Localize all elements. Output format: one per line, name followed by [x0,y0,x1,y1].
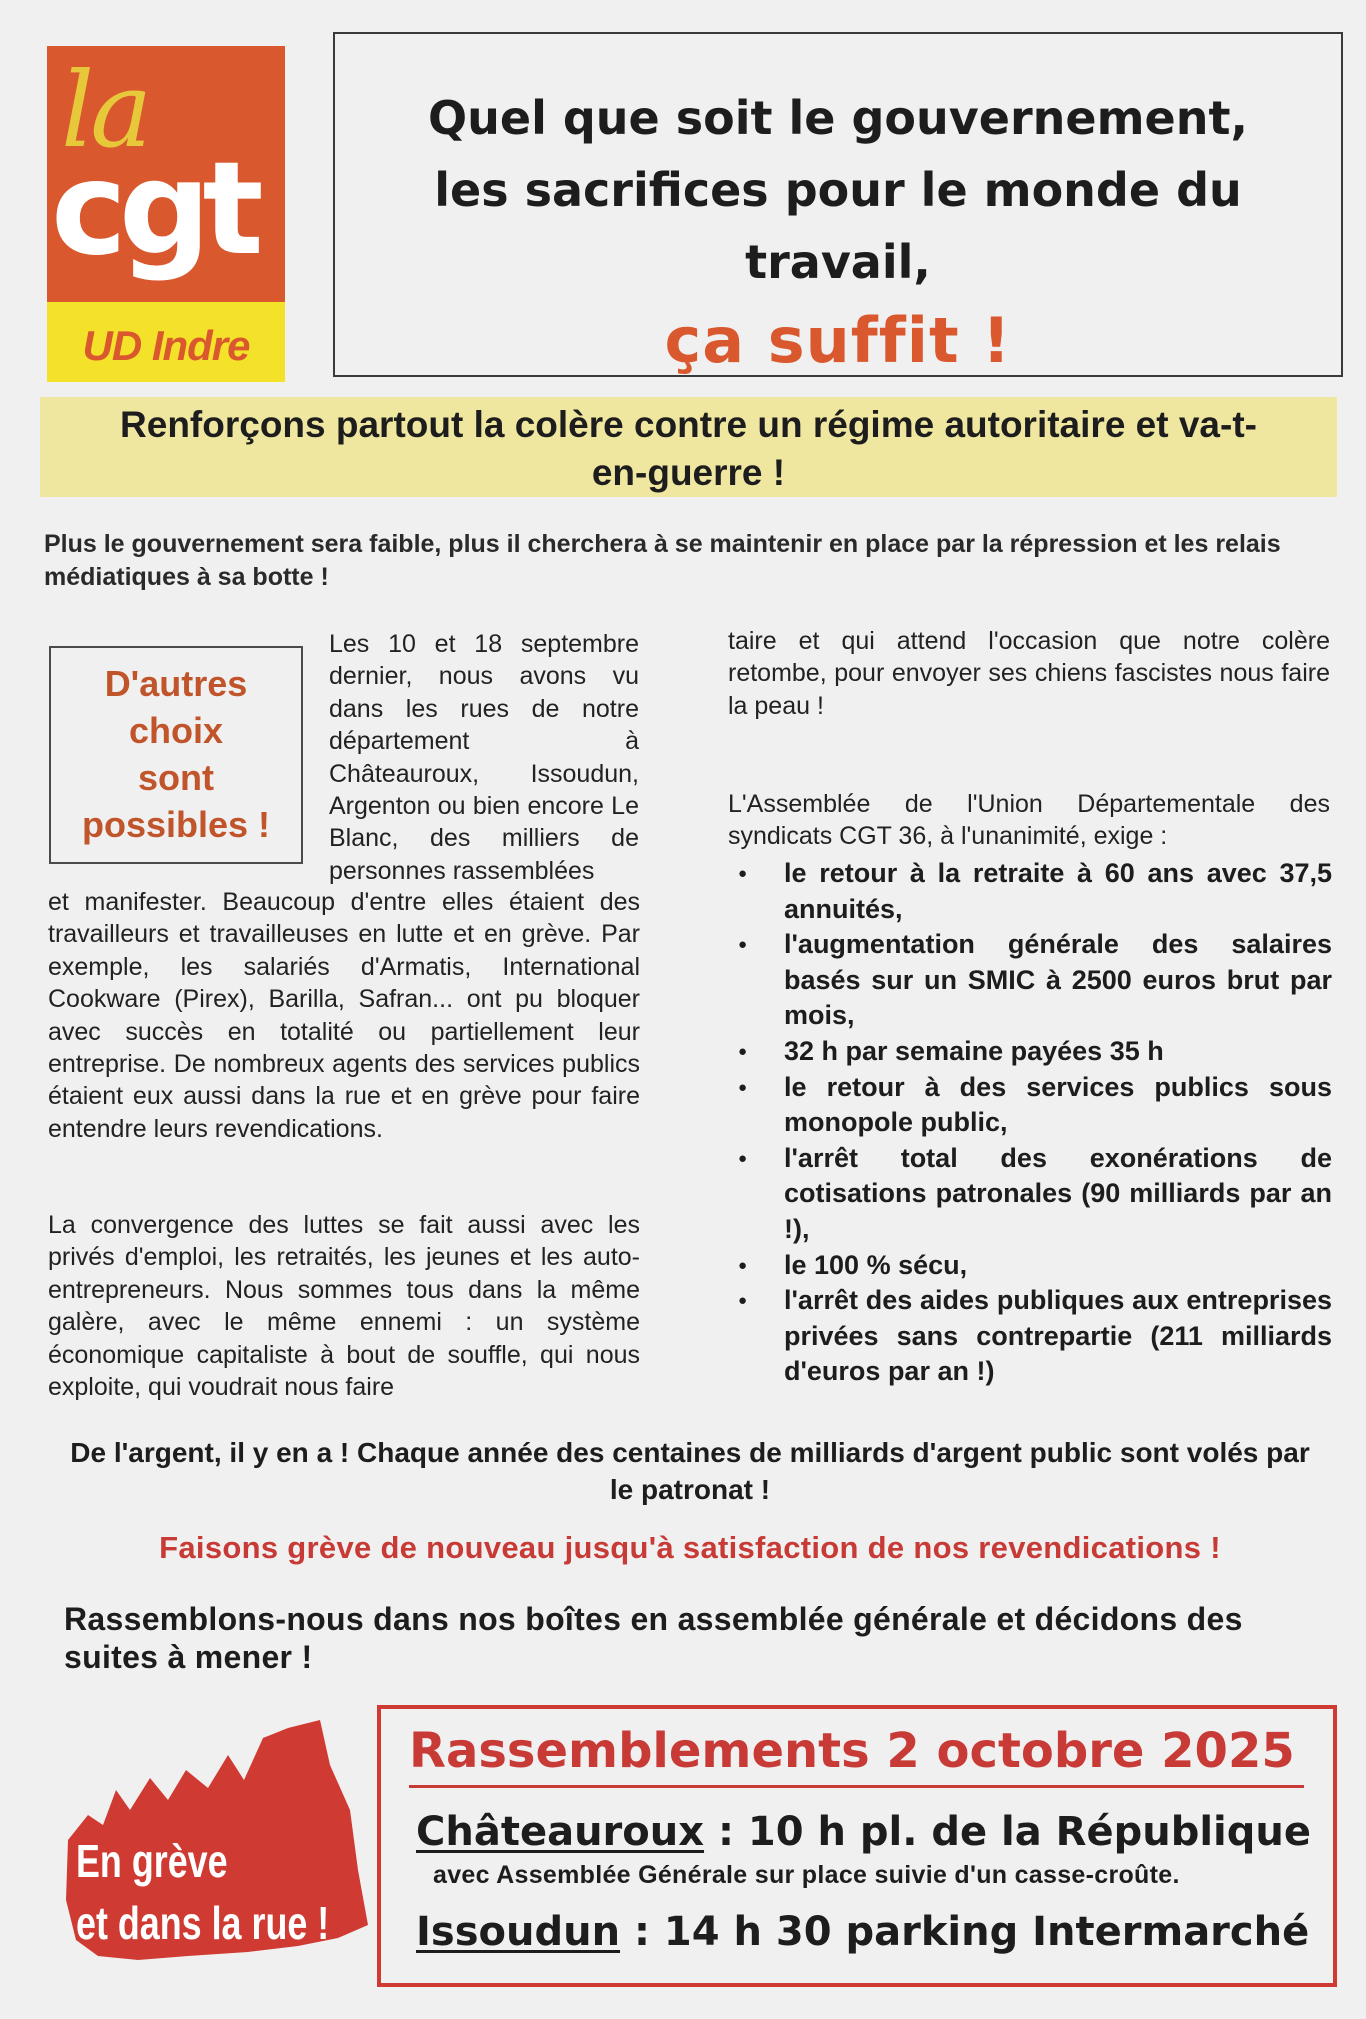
callout-line: choix [128,710,224,751]
strike-call: Faisons grève de nouveau jusqu'à satisfaction de nos revendications ! [159,1530,1221,1565]
intro-paragraph: Plus le gouvernement sera faible, plus il cherchera à se maintenir en place par la répression et les relais médiatiques à sa botte ! [44,530,1281,591]
headline-line: Quel que soit le gouvernement, [428,91,1248,145]
event-details: : 10 h pl. de la République [704,1809,1311,1855]
logo-unit: UD Indre [82,322,250,369]
event-city: Châteauroux [416,1809,705,1855]
badge-line: En grève [76,1835,228,1887]
list-item: ● le 100 % sécu, [728,1248,1332,1284]
rally-call: Rassemblons-nous dans nos boîtes en assemblée générale et décidons des suites à mener ! [64,1601,1243,1675]
list-item: ● l'arrêt des aides publiques aux entreprises privées sans contrepartie (211 milliards d'euros par an !) [728,1283,1332,1390]
badge-line: et dans la rue ! [76,1897,330,1949]
assembly-statement: L'Assemblée de l'Union Départementale des syndicats CGT 36, à l'unanimité, exige : [728,790,1330,851]
list-item: ● l'augmentation générale des salaires basés sur un SMIC à 2500 euros brut par mois, [728,927,1332,1034]
logo-brand: cgt [51,135,256,284]
right-column-continuation: taire et qui attend l'occasion que notre colère retombe, pour envoyer ses chiens fascistes nous faire la peau ! [728,627,1330,720]
cgt-logo [47,46,285,382]
headline-box [333,32,1343,377]
banner-line: Renforçons partout la colère contre un régime autoritaire et va-t- [120,404,1257,445]
left-column-paragraph: La convergence des luttes se fait aussi avec les privés d'emploi, les retraités, les jeunes et les auto-entrepreneurs. Nous sommes tous dans la même galère, avec le même ennemi : un système économique capitaliste à bout de souffle, qui nous exploite, qui voudrait nous faire [48,1211,640,1402]
events-title: Rassemblements 2 octobre 2025 [409,1723,1295,1779]
callout-box [49,646,303,864]
subtitle-banner [40,397,1337,497]
event-note: avec Assemblée Générale sur place suivie d'un casse-croûte. [433,1861,1180,1889]
event-details: : 14 h 30 parking Intermarché [620,1909,1310,1955]
money-statement: De l'argent, il y en a ! Chaque année des centaines de milliards d'argent public sont volés par le patronat ! [70,1437,1310,1505]
callout-line: sont [138,757,214,798]
headline-line: travail, [745,235,931,289]
left-column-continued: et manifester. Beaucoup d'entre elles étaient des travailleurs et travailleuses en lutte et en grève. Par exemple, les salariés d'Armatis, International Cookware (Pirex), Barilla, Safran... ont pu bloquer avec succès en totalité ou partiellement leur entreprise. De nombreux agents des services publics étaient eux aussi dans la rue et en grève pour faire entendre leurs revendications. [48,888,640,1143]
list-item: ● l'arrêt total des exonérations de cotisations patronales (90 milliards par an !), [728,1141,1332,1248]
list-item: ● le retour à des services publics sous monopole public, [728,1070,1332,1141]
badge-text [76,1830,329,1954]
strike-badge [58,1720,372,1970]
logo-unit-band [47,302,285,382]
event-city: Issoudun [416,1909,621,1955]
headline [335,82,1341,298]
logo-script: la [61,49,149,171]
callout-line: possibles ! [81,804,271,845]
list-item: ● le retour à la retraite à 60 ans avec 37,5 annuités, [728,856,1332,927]
headline-line: les sacrifices pour le monde du [434,163,1242,217]
events-box [377,1705,1337,1987]
list-item: ● 32 h par semaine payées 35 h [728,1034,1332,1070]
demands-list [728,856,1332,1390]
divider [409,1785,1304,1788]
event-chateauroux [416,1809,1311,1855]
callout-line: D'autres [104,663,248,704]
headline-exclamation: ça suffit ! [664,304,1012,377]
left-column-top: Les 10 et 18 septembre dernier, nous avons vu dans les rues de notre département à Châteauroux, Issoudun, Argenton ou bien encore Le Blanc, des milliers de personnes rassemblées [329,630,639,885]
event-issoudun [416,1909,1309,1955]
banner-line: en-guerre ! [591,452,786,493]
